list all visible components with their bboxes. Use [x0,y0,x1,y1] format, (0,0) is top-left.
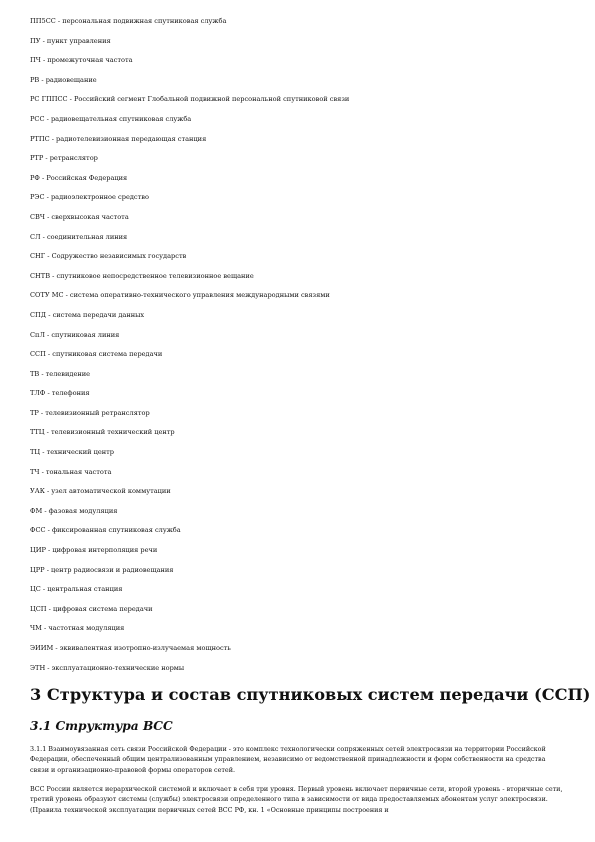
paragraph: ВСС России является иерархической системой и включает в себя три уровня. Первый уровень включает первичные сети, второй уровень - вторичные сети, третий уровень образуют системы (службы) электросвязи определенного типа в зависимости от вида предоставляемых абонентам услуг электросвязи. (Правила технической эксплуатации первичных сетей ВСС РФ, кн. 1 «Основные принципы построения и [30,785,563,814]
abbreviation-item: ФСС - фиксированная спутниковая служба [30,526,181,535]
abbreviation-item: ЭИИМ - эквивалентная изотропно-излучаемая мощность [30,644,231,652]
abbreviation-item: ТР - телевизионный ретранслятор [30,408,150,417]
abbreviation-item: РФ - Российская Федерация [30,173,128,182]
abbreviation-item: ТЧ - тональная частота [30,467,112,476]
abbreviation-item: СОТУ МС - система оперативно-технического управления международными связями [30,291,330,300]
abbreviation-list [30,12,570,678]
section-heading: 3 Структура и состав спутниковых систем передачи (ССП) [30,685,591,704]
abbreviation-item: РТР - ретранслятор [30,154,98,163]
abbreviation-item: СНГ - Содружество независимых государств [30,252,187,261]
abbreviation-item: ПЧ - промежуточная частота [30,56,133,65]
abbreviation-item: ССП - спутниковая система передачи [30,350,163,359]
abbreviation-item: ФМ - фазовая модуляция [30,506,118,515]
abbreviation-item: СНТВ - спутниковое непосредственное телевизионное вещание [30,271,254,280]
abbreviation-item: ТТЦ - телевизионный технический центр [30,428,175,437]
abbreviation-item: ПП5СС - персональная подвижная спутниковая служба [30,17,227,25]
abbreviation-item: РТПС - радиотелевизионная передающая станция [30,134,207,143]
abbreviation-item: ЦИР - цифровая интерполяция речи [30,546,158,555]
abbreviation-item: ТЛФ - телефония [30,389,90,398]
abbreviation-item: ПУ - пункт управления [30,36,111,45]
abbreviation-item: РС ГППСС - Российский сегмент Глобальной подвижной персональной спутниковой связи [30,95,350,104]
abbreviation-item: СпЛ - спутниковая линия [30,330,120,339]
abbreviation-item: ЧМ - частотная модуляция [30,624,125,633]
abbreviation-item: РЭС - радиоэлектронное средство [30,193,149,202]
subsection-heading: 3.1 Структура ВСС [30,719,173,733]
paragraph: 3.1.1 Взаимоувязанная сеть связи Российской Федерации - это комплекс технологически сопряженных сетей электросвязи на территории Российской Федерации, обеспеченный общим централизованным управлением, независимо от ведомственной принадлежности и форм собственности на средства связи и организационно-правовой формы операторов сетей. [30,745,546,774]
abbreviation-item: ТВ - телевидение [30,369,91,378]
abbreviation-item: ЦС - центральная станция [30,585,123,594]
abbreviation-item: СПД - система передачи данных [30,310,145,319]
abbreviation-item: ЦСП - цифровая система передачи [30,604,153,613]
abbreviation-item: УАК - узел автоматической коммутации [30,487,171,496]
abbreviation-item: ЭТН - эксплуатационно-технические нормы [30,663,185,672]
abbreviation-item: СВЧ - сверхвысокая частота [30,212,129,221]
abbreviation-item: РСС - радиовещательная спутниковая служба [30,114,192,123]
abbreviation-item: ЦРР - центр радиосвязи и радиовещания [30,565,174,574]
abbreviation-item: СЛ - соединительная линия [30,232,128,241]
abbreviation-item: РВ - радиовещание [30,75,97,84]
abbreviation-item: ТЦ - технический центр [30,448,114,457]
